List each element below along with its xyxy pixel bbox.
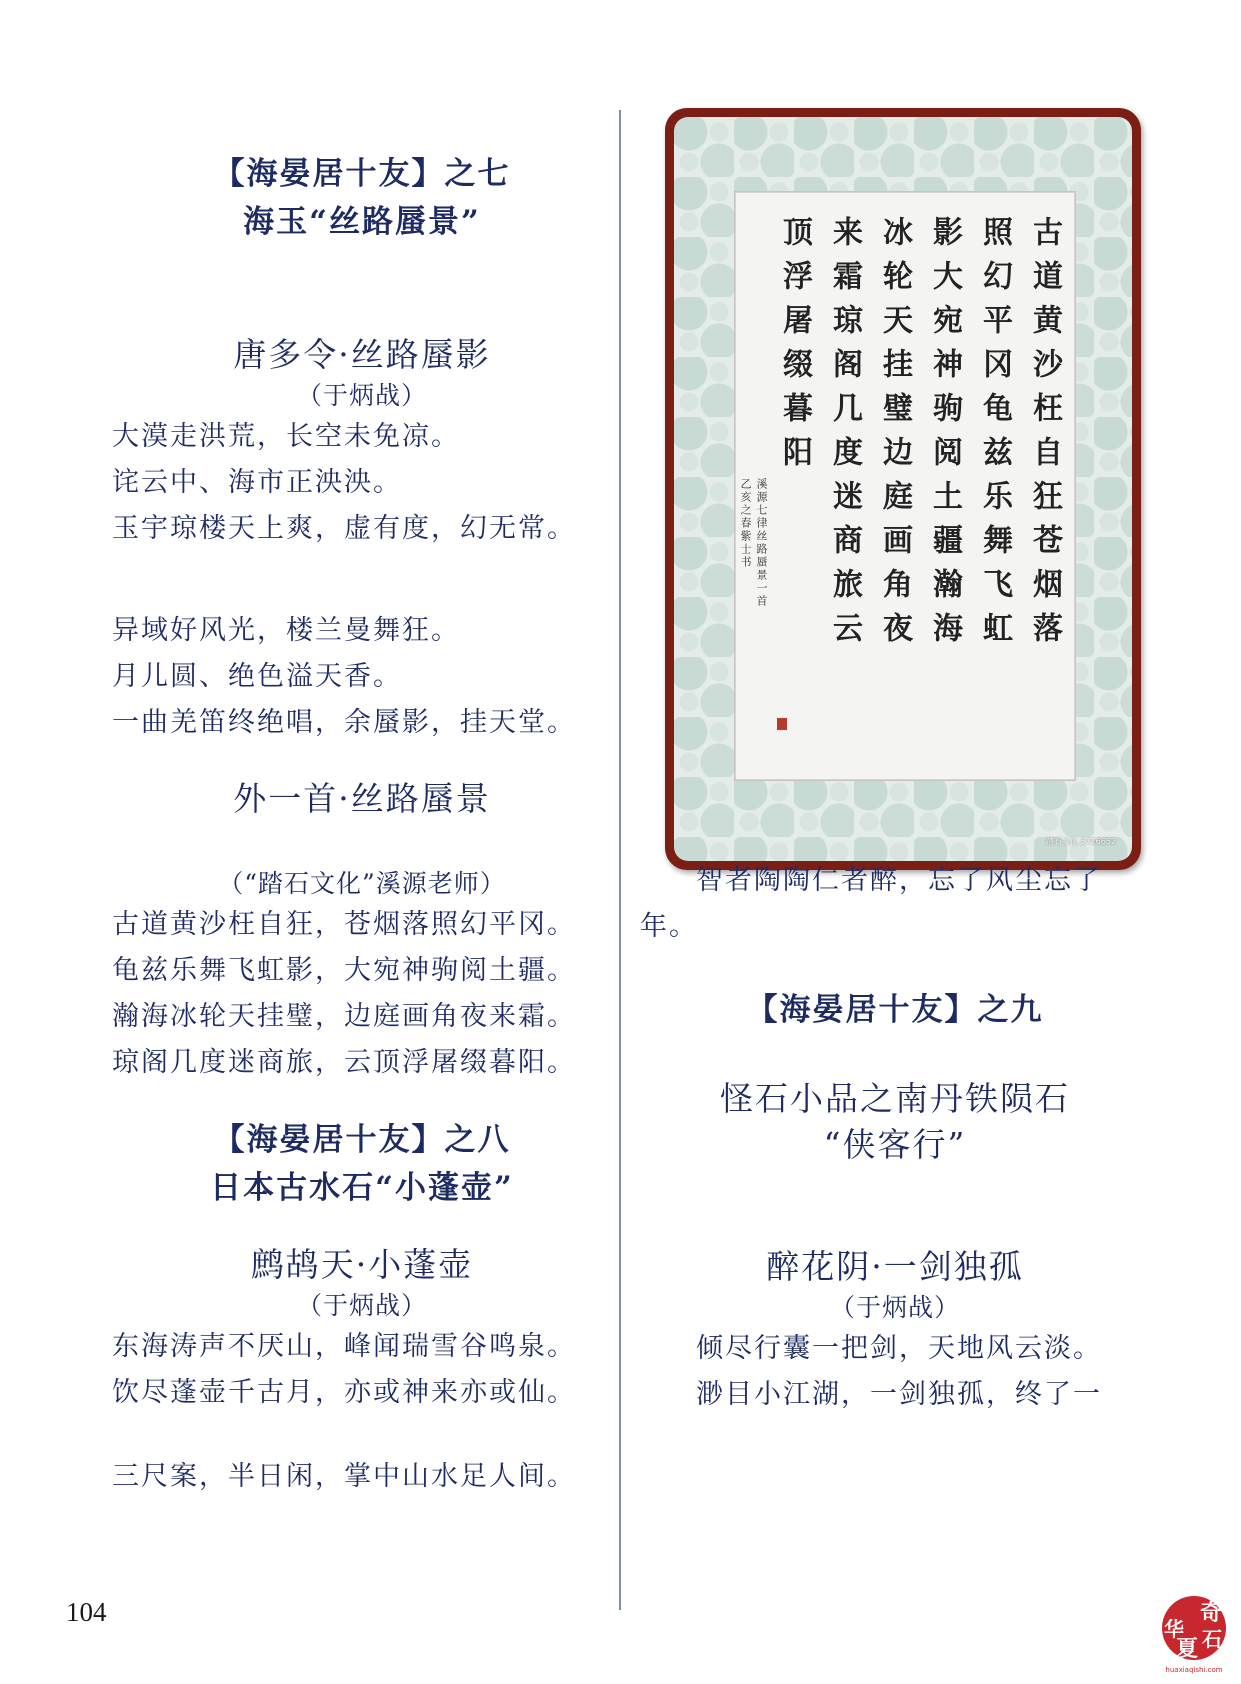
frame-mat bbox=[674, 117, 1132, 861]
poem-3-title: 鹧鸪天·小蓬壶 bbox=[250, 1245, 474, 1284]
poem-line: 倾尽行囊一把剑，天地风云淡。 bbox=[696, 1333, 1102, 1364]
poem-line: 东海涛声不厌山，峰闻瑞雪谷鸣泉。 bbox=[112, 1331, 576, 1362]
calligraphy-inscription: 溪源七律丝路蜃景一首 bbox=[755, 478, 768, 608]
calligraphy-column: 照幻平冈龟兹乐舞飞虹 bbox=[977, 216, 1012, 656]
left-column bbox=[112, 150, 612, 1500]
section-8-subtitle: 日本古水石“小蓬壶” bbox=[210, 1170, 514, 1206]
huaxia-qishi-logo-icon bbox=[1156, 1590, 1232, 1676]
calligraphy-column: 冰轮天挂璧边庭画角夜 bbox=[877, 216, 912, 656]
logo-char: 石 bbox=[1202, 1627, 1222, 1651]
poem-line: 琼阁几度迷商旅，云顶浮屠缀暮阳。 bbox=[112, 1047, 576, 1078]
calligraphy-paper bbox=[734, 191, 1076, 781]
page-number: 104 bbox=[66, 1597, 107, 1627]
section-8-title: 【海晏居十友】之八 bbox=[213, 1122, 511, 1158]
poem-continuation-line: 年。 bbox=[640, 911, 698, 942]
poem-line: 饮尽蓬壶千古月，亦或神来亦或仙。 bbox=[112, 1377, 576, 1408]
poem-2-title: 外一首·丝路蜃景 bbox=[233, 779, 491, 818]
poem-line: 古道黄沙枉自狂，苍烟落照幻平冈。 bbox=[112, 909, 576, 940]
poem-3-author: （于炳战） bbox=[296, 1291, 427, 1320]
calligraphy-frame bbox=[665, 108, 1141, 870]
poem-line: 一曲羌笛终绝唱，余蜃影，挂天堂。 bbox=[112, 707, 576, 738]
section-7-title: 【海晏居十友】之七 bbox=[213, 156, 511, 192]
poem-line: 月儿圆、绝色溢天香。 bbox=[112, 661, 402, 692]
poem-line: 龟兹乐舞飞虹影，大宛神驹阅土疆。 bbox=[112, 955, 576, 986]
calligraphy-column: 来霜琼阁几度迷商旅云 bbox=[827, 216, 862, 656]
section-9-subtitle: “侠客行” bbox=[823, 1125, 967, 1164]
poem-line: 渺目小江湖，一剑独孤，终了一 bbox=[696, 1379, 1102, 1410]
poem-line: 诧云中、海市正泱泱。 bbox=[112, 467, 402, 498]
poem-2-author: （“踏石文化”溪源老师） bbox=[218, 869, 506, 898]
seal-stamp-icon bbox=[777, 718, 787, 730]
section-9-subtitle: 怪石小品之南丹铁陨石 bbox=[720, 1079, 1070, 1118]
logo-char: 华 bbox=[1164, 1617, 1184, 1641]
poem-1-title: 唐多令·丝路蜃影 bbox=[233, 335, 491, 374]
calligraphy-text bbox=[737, 216, 1069, 776]
poem-1-author: （于炳战） bbox=[296, 381, 427, 410]
calligraphy-signature: 乙亥之春紫士书 bbox=[739, 478, 752, 569]
logo-url: huaxiaqishi.com bbox=[1165, 1666, 1223, 1674]
poem-continuation-line: 智者陶陶仁者醉，忘了风尘忘了 bbox=[696, 865, 1102, 896]
logo-char: 夏 bbox=[1176, 1637, 1199, 1662]
poem-line: 瀚海冰轮天挂璧，边庭画角夜来霜。 bbox=[112, 1001, 576, 1032]
poem-line: 大漠走洪荒，长空未免凉。 bbox=[112, 421, 460, 452]
calligraphy-column: 古道黄沙枉自狂苍烟落 bbox=[1027, 216, 1062, 656]
poem-line: 异域好风光，楼兰曼舞狂。 bbox=[112, 615, 460, 646]
poem-line: 三尺案，半日闲，掌中山水足人间。 bbox=[112, 1461, 576, 1492]
column-divider bbox=[619, 110, 621, 1610]
calligraphy-column: 影大宛神驹阅土疆瀚海 bbox=[927, 216, 962, 656]
logo-char: 奇 bbox=[1200, 1601, 1223, 1626]
poem-4-title: 醉花阴·一剑独孤 bbox=[766, 1247, 1024, 1286]
right-column bbox=[640, 858, 1150, 950]
poem-line: 玉宇琼楼天上爽，虚有度，幻无常。 bbox=[112, 513, 576, 544]
section-7-subtitle: 海玉“丝路蜃景” bbox=[243, 204, 481, 240]
calligraphy-column: 顶浮屠缀暮阳 bbox=[777, 216, 812, 480]
poem-4-author: （于炳战） bbox=[829, 1293, 960, 1322]
section-9-title: 【海晏居十友】之九 bbox=[746, 992, 1044, 1028]
image-watermark: 踏石文化 5726652 bbox=[1045, 837, 1116, 846]
